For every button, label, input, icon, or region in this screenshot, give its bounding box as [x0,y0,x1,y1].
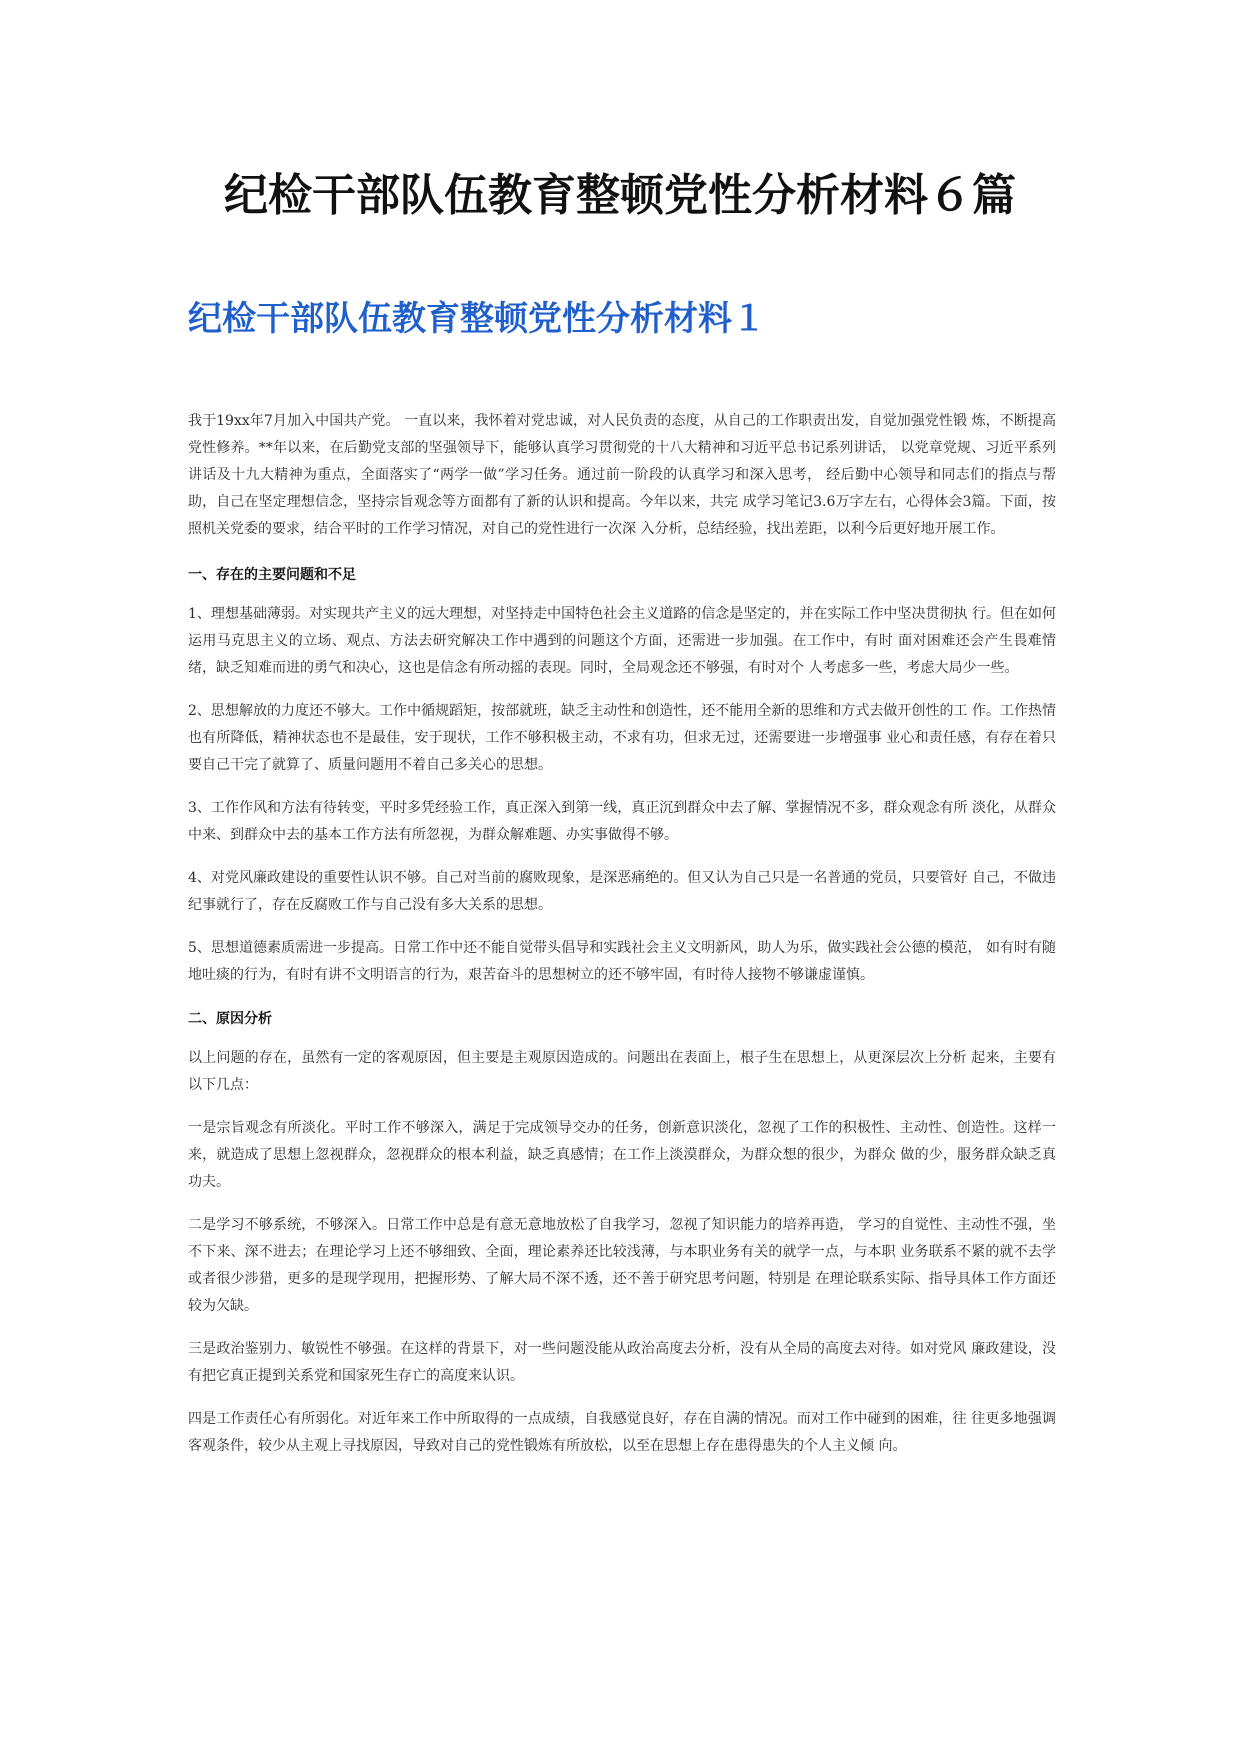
heading-problems: 一、存在的主要问题和不足 [188,567,356,583]
document-body [188,408,1056,1476]
intro-paragraph: 我于19xx年7月加入中国共产党。 一直以来，我怀着对党忠诚，对人民负责的态度，从自己的工作职责出发，自觉加强党性锻 炼，不断提高党性修养。**年以来，在后勤党支部的坚强领导下，能够认真学习贯彻党的十八大精神和习近平总书记系列讲话， 以党章党规、习近平系列讲话及十九大精神为重点，全面落实了“两学一做”学习任务。通过前一阶段的认真学习和深入思考， 经后勤中心领导和同志们的指点与帮助，自己在坚定理想信念，坚持宗旨观念等方面都有了新的认识和提高。今年以来，共完 成学习笔记3.6万字左右，心得体会3篇。下面，按照机关党委的要求，结合平时的工作学习情况，对自己的党性进行一次深 入分析，总结经验，找出差距，以利今后更好地开展工作。 [188,413,1056,537]
cause-paragraph-2: 二是学习不够系统，不够深入。日常工作中总是有意无意地放松了自我学习，忽视了知识能力的培养再造， 学习的自觉性、主动性不强，坐不下来、深不进去；在理论学习上还不够细致、全面，理论素养还比较浅薄，与本职业务有关的就学一点，与本职 业务联系不紧的就不去学或者很少涉猎，更多的是现学现用，把握形势、了解大局不深不透，还不善于研究思考问题，特别是 在理论联系实际、指导具体工作方面还较为欠缺。 [188,1217,1056,1314]
problem-paragraph-1: 1、理想基础薄弱。对实现共产主义的远大理想，对坚持走中国特色社会主义道路的信念是坚定的，并在实际工作中坚决贯彻执 行。但在如何运用马克思主义的立场、观点、方法去研究解决工作中遇到的问题这个方面，还需进一步加强。在工作中，有时 面对困难还会产生畏难情绪，缺乏知难而进的勇气和决心，这也是信念有所动摇的表现。同时，全局观念还不够强，有时对个 人考虑多一些，考虑大局少一些。 [188,606,1056,676]
section-title: 纪检干部队伍教育整顿党性分析材料１ [188,299,766,339]
problem-paragraph-3: 3、工作作风和方法有待转变，平时多凭经验工作，真正深入到第一线，真正沉到群众中去了解、掌握情况不多，群众观念有所 淡化，从群众中来、到群众中去的基本工作方法有所忽视，为群众解难题、办实事做得不够。 [188,800,1056,843]
cause-paragraph-3: 三是政治鉴别力、敏锐性不够强。在这样的背景下，对一些问题没能从政治高度去分析，没有从全局的高度去对待。如对党风 廉政建设，没有把它真正提到关系党和国家死生存亡的高度来认识。 [188,1341,1056,1384]
causes-intro-paragraph: 以上问题的存在，虽然有一定的客观原因，但主要是主观原因造成的。问题出在表面上，根子生在思想上，从更深层次上分析 起来，主要有以下几点： [188,1050,1056,1093]
cause-paragraph-1: 一是宗旨观念有所淡化。平时工作不够深入，满足于完成领导交办的任务，创新意识淡化，忽视了工作的积极性、主动性、创造性。这样一来，就造成了思想上忽视群众，忽视群众的根本利益，缺乏真感情；在工作上淡漠群众，为群众想的很少，为群众 做的少，服务群众缺乏真功夫。 [188,1120,1056,1190]
document-title: 纪检干部队伍教育整顿党性分析材料６篇 [224,170,1016,221]
cause-paragraph-4: 四是工作责任心有所弱化。对近年来工作中所取得的一点成绩，自我感觉良好，存在自满的情况。而对工作中碰到的困难，往 往更多地强调客观条件，较少从主观上寻找原因，导致对自己的党性锻炼有所放松，以至在思想上存在患得患失的个人主义倾 向。 [188,1411,1056,1454]
problem-paragraph-2: 2、思想解放的力度还不够大。工作中循规蹈矩，按部就班，缺乏主动性和创造性，还不能用全新的思维和方式去做开创性的工 作。工作热情也有所降低，精神状态也不是最佳，安于现状，工作不够积极主动，不求有功，但求无过，还需要进一步增强事 业心和责任感，有存在着只要自己干完了就算了、质量问题用不着自己多关心的思想。 [188,703,1056,773]
heading-causes: 二、原因分析 [188,1011,272,1027]
problem-paragraph-5: 5、思想道德素质需进一步提高。日常工作中还不能自觉带头倡导和实践社会主义文明新风，助人为乐，做实践社会公德的模范， 如有时有随地吐痰的行为，有时有讲不文明语言的行为，艰苦奋斗的思想树立的还不够牢固，有时待人接物不够谦虚谨慎。 [188,940,1056,983]
problem-paragraph-4: 4、对党风廉政建设的重要性认识不够。自己对当前的腐败现象，是深恶痛绝的。但又认为自己只是一名普通的党员，只要管好 自己，不做违纪事就行了，存在反腐败工作与自己没有多大关系的思想。 [188,870,1056,913]
